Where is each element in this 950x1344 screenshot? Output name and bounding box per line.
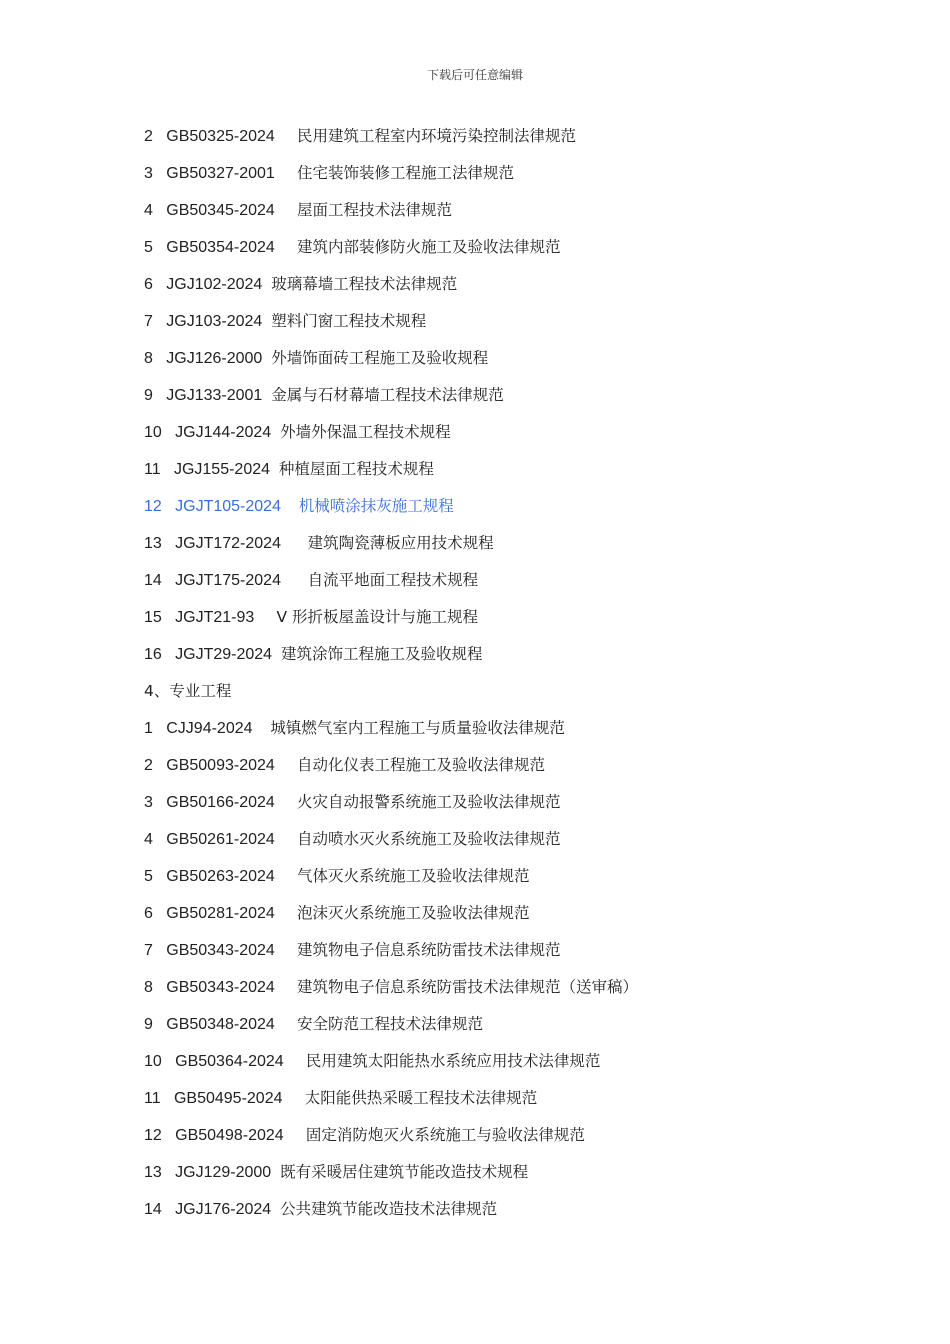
standard-title: 建筑物电子信息系统防雷技术法律规范 bbox=[297, 941, 561, 959]
standard-code: JGJT21-93 bbox=[175, 609, 255, 626]
section-heading bbox=[144, 679, 638, 716]
standard-code: JGJ129-2000 bbox=[175, 1164, 272, 1181]
standard-code: GB50345-2024 bbox=[166, 202, 275, 219]
standard-code: JGJT175-2024 bbox=[175, 572, 281, 589]
standard-code: GB50354-2024 bbox=[166, 239, 275, 256]
standard-title: 公共建筑节能改造技术法律规范 bbox=[280, 1200, 498, 1218]
standard-code: GB50263-2024 bbox=[166, 868, 275, 885]
standard-item bbox=[144, 1197, 638, 1234]
standard-item bbox=[144, 1086, 638, 1123]
standard-title: V 形折板屋盖设计与施工规程 bbox=[276, 608, 479, 626]
standard-item bbox=[144, 1160, 638, 1197]
standard-item bbox=[144, 753, 638, 790]
item-number: 9 bbox=[144, 1016, 153, 1033]
standard-code: JGJT105-2024 bbox=[175, 498, 281, 515]
item-number: 4 bbox=[144, 831, 153, 848]
item-number: 14 bbox=[144, 1201, 162, 1218]
standard-item bbox=[144, 457, 638, 494]
standard-item bbox=[144, 605, 638, 642]
standard-title: 建筑涂饰工程施工及验收规程 bbox=[280, 645, 483, 663]
item-number: 9 bbox=[144, 387, 153, 404]
standard-item bbox=[144, 716, 638, 753]
standard-item bbox=[144, 272, 638, 309]
standard-code: JGJ133-2001 bbox=[166, 387, 263, 404]
standard-code: GB50495-2024 bbox=[173, 1090, 283, 1107]
standard-title: 太阳能供热采暖工程技术法律规范 bbox=[304, 1089, 538, 1107]
standard-code: JGJ126-2000 bbox=[166, 350, 263, 367]
standard-title: 金属与石材幕墙工程技术法律规范 bbox=[271, 386, 504, 404]
standard-title: 自动化仪表工程施工及验收法律规范 bbox=[297, 756, 546, 774]
standard-code: CJJ94-2024 bbox=[166, 720, 253, 737]
standard-title: 建筑陶瓷薄板应用技术规程 bbox=[307, 534, 494, 552]
item-number: 4 bbox=[144, 202, 153, 219]
item-number: 6 bbox=[144, 276, 153, 293]
item-number: 16 bbox=[144, 646, 162, 663]
standard-title: 机械喷涂抹灰施工规程 bbox=[298, 497, 454, 515]
standard-title: 城镇燃气室内工程施工与质量验收法律规范 bbox=[270, 719, 565, 737]
item-number: 10 bbox=[144, 1053, 162, 1070]
standard-title: 既有采暖居住建筑节能改造技术规程 bbox=[280, 1163, 529, 1181]
standard-item bbox=[144, 235, 638, 272]
standard-code: JGJ155-2024 bbox=[173, 461, 271, 478]
standard-code: GB50327-2001 bbox=[166, 165, 275, 182]
standard-item bbox=[144, 975, 638, 1012]
standard-title: 外墙饰面砖工程施工及验收规程 bbox=[271, 349, 489, 367]
standard-code: GB50348-2024 bbox=[166, 1016, 275, 1033]
standard-title: 安全防范工程技术法律规范 bbox=[297, 1015, 484, 1033]
standard-item bbox=[144, 901, 638, 938]
standard-code: JGJ176-2024 bbox=[175, 1201, 272, 1218]
item-number: 3 bbox=[144, 794, 153, 811]
standard-code: GB50281-2024 bbox=[166, 905, 275, 922]
standard-code: GB50343-2024 bbox=[166, 979, 275, 996]
item-number: 7 bbox=[144, 313, 153, 330]
item-number: 11 bbox=[144, 461, 161, 478]
standard-title: 玻璃幕墙工程技术法律规范 bbox=[271, 275, 458, 293]
standard-code: JGJT29-2024 bbox=[175, 646, 273, 663]
standard-item bbox=[144, 1049, 638, 1086]
item-number: 2 bbox=[144, 128, 153, 145]
item-number: 15 bbox=[144, 609, 162, 626]
item-number: 8 bbox=[144, 979, 153, 996]
standard-item-link[interactable] bbox=[144, 494, 638, 531]
standard-item bbox=[144, 642, 638, 679]
standard-item bbox=[144, 827, 638, 864]
standard-item bbox=[144, 938, 638, 975]
standard-title: 自流平地面工程技术规程 bbox=[307, 571, 479, 589]
standard-title: 建筑物电子信息系统防雷技术法律规范（送审稿） bbox=[297, 978, 639, 996]
standard-code: JGJT172-2024 bbox=[175, 535, 281, 552]
item-number: 5 bbox=[144, 239, 153, 256]
standard-code: JGJ144-2024 bbox=[175, 424, 272, 441]
standard-code: GB50498-2024 bbox=[175, 1127, 284, 1144]
standard-title: 建筑内部装修防火施工及验收法律规范 bbox=[297, 238, 561, 256]
standard-item bbox=[144, 161, 638, 198]
standard-item bbox=[144, 790, 638, 827]
standard-title: 固定消防炮灭火系统施工与验收法律规范 bbox=[305, 1126, 585, 1144]
standard-code: GB50093-2024 bbox=[166, 757, 275, 774]
standard-title: 住宅装饰装修工程施工法律规范 bbox=[297, 164, 515, 182]
standard-title: 屋面工程技术法律规范 bbox=[297, 201, 453, 219]
standard-title: 泡沫灭火系统施工及验收法律规范 bbox=[297, 904, 530, 922]
standard-item bbox=[144, 383, 638, 420]
standard-item bbox=[144, 568, 638, 605]
item-number: 11 bbox=[144, 1090, 161, 1107]
standard-code: GB50343-2024 bbox=[166, 942, 275, 959]
standard-item bbox=[144, 1123, 638, 1160]
standard-title: 塑料门窗工程技术规程 bbox=[271, 312, 427, 330]
item-number: 13 bbox=[144, 535, 162, 552]
item-number: 3 bbox=[144, 165, 153, 182]
item-number: 7 bbox=[144, 942, 153, 959]
standard-item bbox=[144, 864, 638, 901]
standard-item bbox=[144, 346, 638, 383]
standard-item bbox=[144, 124, 638, 161]
standard-title: 民用建筑太阳能热水系统应用技术法律规范 bbox=[305, 1052, 601, 1070]
standard-code: GB50261-2024 bbox=[166, 831, 275, 848]
item-number: 8 bbox=[144, 350, 153, 367]
standard-title: 外墙外保温工程技术规程 bbox=[280, 423, 451, 441]
item-number: 10 bbox=[144, 424, 162, 441]
standard-item bbox=[144, 198, 638, 235]
item-number: 13 bbox=[144, 1164, 162, 1181]
standard-title: 种植屋面工程技术规程 bbox=[278, 460, 434, 478]
standard-code: GB50166-2024 bbox=[166, 794, 275, 811]
standards-list bbox=[144, 124, 638, 1234]
item-number: 5 bbox=[144, 868, 153, 885]
standard-code: JGJ103-2024 bbox=[166, 313, 263, 330]
standard-title: 火灾自动报警系统施工及验收法律规范 bbox=[297, 793, 561, 811]
standard-code: GB50325-2024 bbox=[166, 128, 275, 145]
item-number: 12 bbox=[144, 498, 162, 515]
item-number: 6 bbox=[144, 905, 153, 922]
standard-item bbox=[144, 531, 638, 568]
standard-code: GB50364-2024 bbox=[175, 1053, 284, 1070]
standard-title: 自动喷水灭火系统施工及验收法律规范 bbox=[297, 830, 561, 848]
standard-item bbox=[144, 309, 638, 346]
standard-code: JGJ102-2024 bbox=[166, 276, 263, 293]
item-number: 12 bbox=[144, 1127, 162, 1144]
item-number: 14 bbox=[144, 572, 162, 589]
item-number: 2 bbox=[144, 757, 153, 774]
item-number: 1 bbox=[144, 720, 153, 737]
standard-title: 民用建筑工程室内环境污染控制法律规范 bbox=[297, 127, 577, 145]
standard-item bbox=[144, 420, 638, 457]
standard-item bbox=[144, 1012, 638, 1049]
page-header: 下载后可任意编辑 bbox=[426, 68, 523, 82]
section-title: 4、专业工程 bbox=[144, 682, 232, 700]
standard-title: 气体灭火系统施工及验收法律规范 bbox=[297, 867, 530, 885]
